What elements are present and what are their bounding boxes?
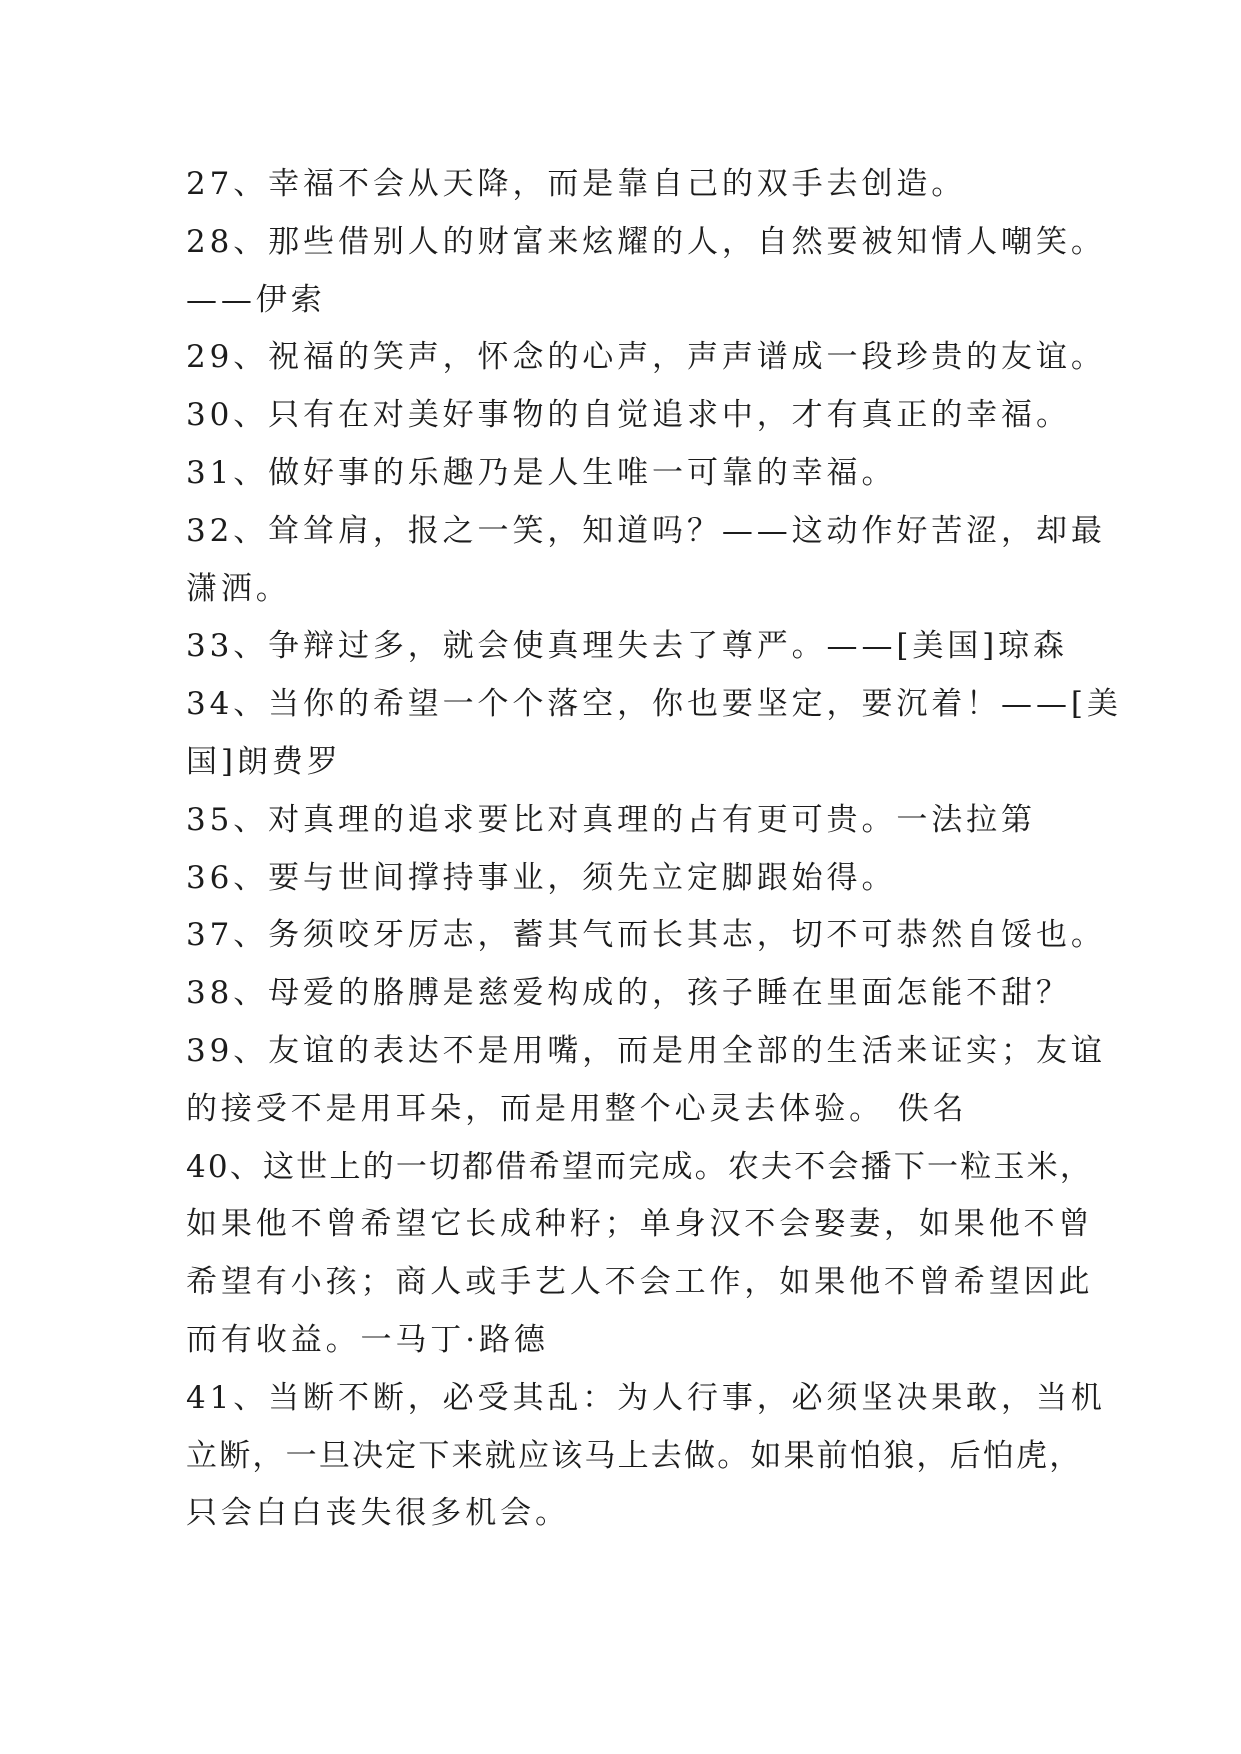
text-line-20: 希望有小孩；商人或手艺人不会工作，如果他不曾希望因此 (186, 1264, 1094, 1301)
text-line-2: 28、那些借别人的财富来炫耀的人，自然要被知情人嘲笑。 (186, 223, 1106, 260)
text-line-16: 39、友谊的表达不是用嘴，而是用全部的生活来证实；友谊 (186, 1032, 1106, 1069)
text-line-5: 30、只有在对美好事物的自觉追求中，才有真正的幸福。 (186, 397, 1071, 434)
text-line-10: 34、当你的希望一个个落空，你也要坚定，要沉着！——[美 (186, 686, 1122, 723)
text-line-17: 的接受不是用耳朵，而是用整个心灵去体验。 佚名 (186, 1090, 968, 1127)
text-line-4: 29、祝福的笑声，怀念的心声，声声谱成一段珍贵的友谊。 (186, 339, 1106, 376)
text-line-21: 而有收益。一马丁·路德 (186, 1321, 549, 1358)
text-line-14: 37、务须咬牙厉志，蓄其气而长其志，切不可恭然自馁也。 (186, 917, 1106, 954)
text-line-22: 41、当断不断，必受其乱：为人行事，必须坚决果敢，当机 (186, 1379, 1106, 1416)
text-line-19: 如果他不曾希望它长成种籽；单身汉不会娶妻，如果他不曾 (186, 1206, 1094, 1243)
text-line-13: 36、要与世间撑持事业，须先立定脚跟始得。 (186, 859, 897, 896)
text-line-1: 27、幸福不会从天降，而是靠自己的双手去创造。 (186, 166, 967, 202)
text-line-15: 38、母爱的胳膊是慈爱构成的，孩子睡在里面怎能不甜？ (186, 975, 1071, 1012)
text-line-23: 立断，一旦决定下来就应该马上去做。如果前怕狼，后怕虎， (186, 1437, 1083, 1474)
text-line-24: 只会白白丧失很多机会。 (186, 1495, 570, 1532)
text-line-11: 国]朗费罗 (186, 743, 342, 780)
text-line-6: 31、做好事的乐趣乃是人生唯一可靠的幸福。 (186, 454, 897, 491)
text-line-3: ——伊索 (186, 281, 326, 318)
text-line-7: 32、耸耸肩，报之一笑，知道吗？——这动作好苦涩，却最 (186, 512, 1106, 549)
text-line-18: 40、这世上的一切都借希望而完成。农夫不会播下一粒玉米， (186, 1148, 1094, 1185)
text-line-12: 35、对真理的追求要比对真理的占有更可贵。一法拉第 (186, 801, 1036, 838)
text-line-9: 33、争辩过多，就会使真理失去了尊严。——[美国]琼森 (186, 628, 1068, 665)
document-page (186, 156, 1122, 1543)
text-line-8: 潇洒。 (186, 570, 291, 607)
